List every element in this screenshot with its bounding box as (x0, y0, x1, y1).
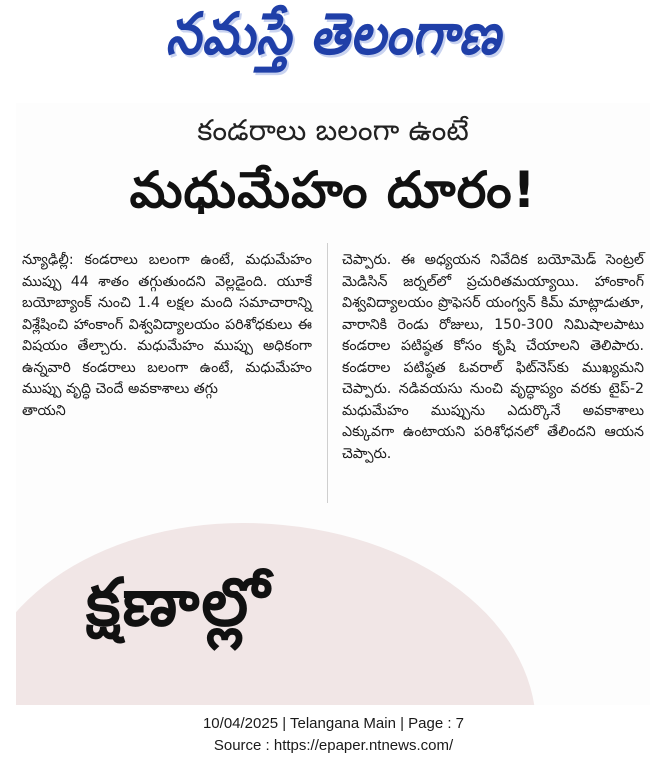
footer-source: Source : https://epaper.ntnews.com/ (213, 737, 454, 754)
article-column-right (342, 250, 644, 465)
newspaper-logo: నమస్తే తెలంగాణ (165, 0, 502, 68)
article-kicker: కండరాలు బలంగా ఉంటే (197, 113, 469, 147)
article-headline: మధుమేహం దూరం! (129, 161, 537, 219)
promo-banner-text: క్షణాల్లో (86, 564, 272, 641)
article-paragraph: చెప్పారు. ఈ అధ్యయన నివేదిక బయోమెడ్ సెంట్రల్ మెడిసిన్ జర్నల్‌లో ప్రచురితమయ్యాయి. హాంకాంగ్ విశ్వవిద్యాలయం ప్రొఫెసర్ యంగ్వన్ కిమ్ మాట్లాడుతూ, వారానికి రెండు రోజులు, 150-300 నిమిషాలపాటు కండరాల పటిష్ఠత కోసం కృషి చేయాలని తెలిపారు. కండరాల పటిష్ఠత ఓవరాల్ ఫిట్‌నెస్‌కు ముఖ్యమని చెప్పారు. నడివయసు నుంచి వృద్ధాప్యం వరకు టైప్-2 మధుమేహం ముప్పును ఎదుర్కొనే అవకాశాలు ఎక్కువగా ఉంటాయని పరిశోధనలో తేలిందని ఆయన చెప్పారు. (342, 252, 644, 462)
column-divider (327, 243, 328, 503)
footer-date-page: 10/04/2025 | Telangana Main | Page : 7 (202, 715, 465, 732)
article-paragraph: న్యూఢిల్లీ: కండరాలు బలంగా ఉంటే, మధుమేహం ముప్పు 44 శాతం తగ్గుతుందని వెల్లడైంది. యూకే బయోబ్యాంక్ నుంచి 1.4 లక్షల మంది సమాచారాన్ని విశ్లేషించి హాంకాంగ్ విశ్వవిద్యాలయం పరిశోధకులు ఈ విషయం తేల్చారు. మధుమేహం ముప్పు అధికంగా ఉన్నవారి కండరాలు బలంగా ఉంటే, మధుమేహం ముప్పు వృద్ధి చెందే అవకాశాలు తగ్గు (22, 252, 312, 397)
article-clipping (16, 103, 650, 705)
masthead (0, 0, 667, 92)
article-paragraph: తాయని (22, 402, 66, 419)
article-column-left (22, 250, 312, 422)
page-footer (0, 713, 667, 757)
